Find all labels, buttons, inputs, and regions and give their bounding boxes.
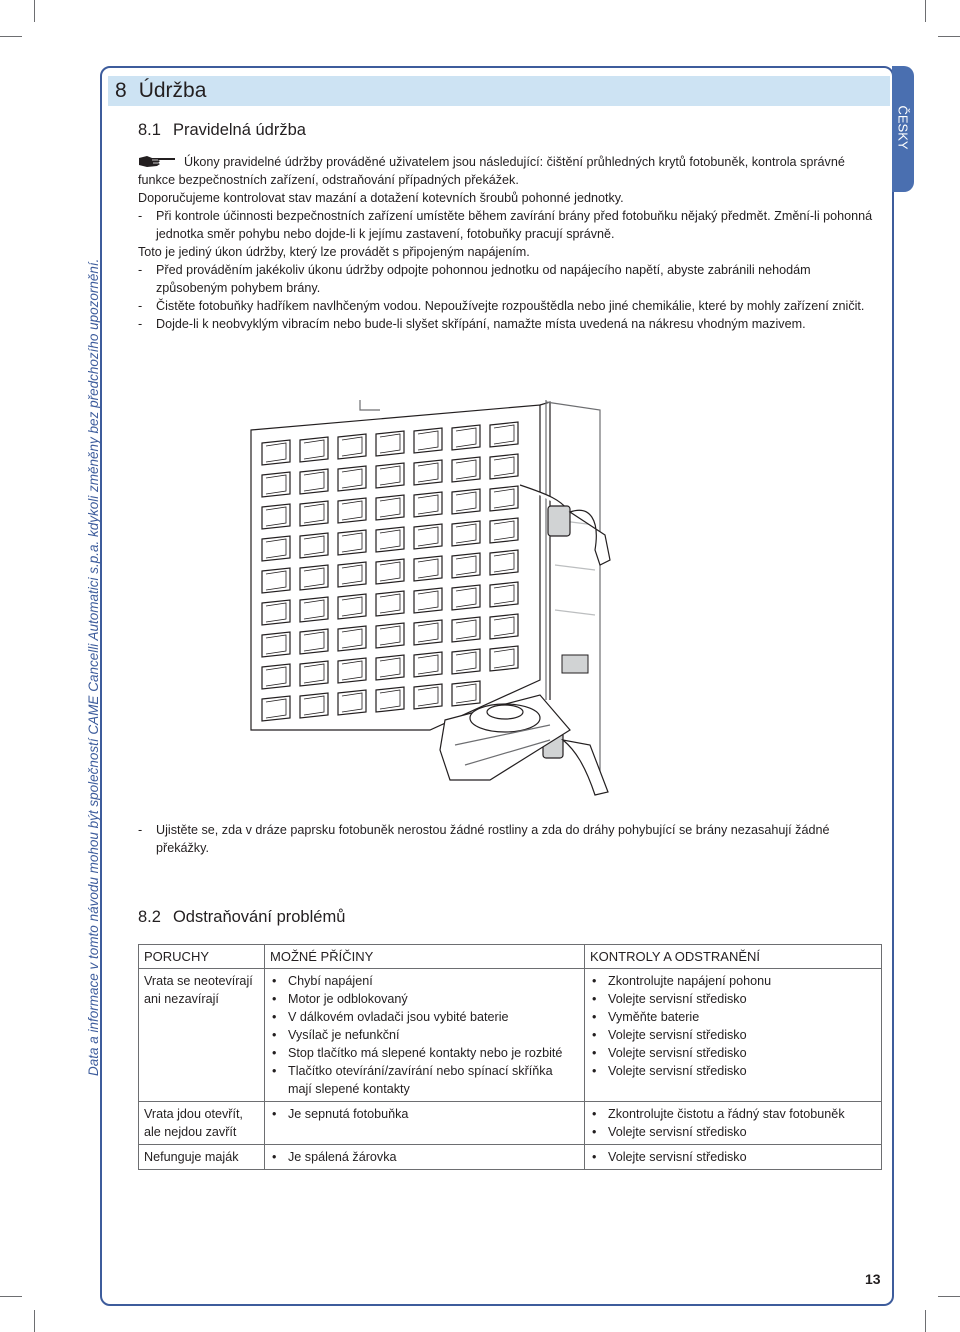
side-disclaimer: Data a informace v tomto návodu mohou být společností CAME Cancelli Automatici s.p.a. kdykoli změněny bez předchozího upozornění. <box>86 258 101 1076</box>
subsection-title-text: Pravidelná údržba <box>172 121 306 139</box>
section-title-text: Údržba <box>138 79 207 102</box>
bullet-list <box>270 1148 579 1166</box>
crop-mark <box>34 1310 35 1332</box>
list-item: • Volejte servisní středisko <box>590 1026 876 1044</box>
dash-bullet: - <box>138 823 143 837</box>
list-item: • Volejte servisní středisko <box>590 1044 876 1062</box>
causes-cell <box>265 1102 585 1145</box>
crop-mark <box>925 1310 926 1332</box>
page-number: 13 <box>865 1271 881 1287</box>
causes-cell <box>265 1145 585 1170</box>
pointing-hand-icon <box>138 155 176 168</box>
section-number: 8 <box>115 79 127 102</box>
troubleshooting-table <box>138 944 882 1170</box>
dash-item-text: Čistěte fotobuňky hadříkem navlhčeným vodou. Nepoužívejte rozpouštědla nebo jiné chemikálie, které by mohly zařízení zničit. <box>156 299 865 313</box>
list-item: • Tlačítko otevírání/zavírání nebo spínací skříňka mají slepené kontakty <box>270 1062 579 1098</box>
table-row <box>139 1145 882 1170</box>
list-item: • Volejte servisní středisko <box>590 1148 876 1166</box>
list-item: • Je spálená žárovka <box>270 1148 579 1166</box>
bullet-list <box>590 972 876 1080</box>
dash-item-text: Při kontrole účinnosti bezpečnostních zařízení umístěte během zavírání brány před fotobuňku nějaký předmět. Změní-li pohonná jednotka směr pohybu nebo dojde-li k jejímu zastavení, fotobuňky pracují správně. <box>156 209 873 241</box>
bullet-list <box>590 1148 876 1166</box>
bullet-list <box>270 1105 579 1123</box>
bullet-list <box>590 1105 876 1141</box>
list-item: • Stop tlačítko má slepené kontakty nebo je rozbité <box>270 1044 579 1062</box>
dash-item <box>138 822 883 857</box>
dash-bullet: - <box>138 299 143 313</box>
table-header-row <box>139 945 882 969</box>
fault-cell: Nefunguje maják <box>139 1145 265 1170</box>
list-item: • Zkontrolujte čistotu a řádný stav fotobuněk <box>590 1105 876 1123</box>
fixes-cell <box>585 969 882 1102</box>
list-item: • Vyměňte baterie <box>590 1008 876 1026</box>
list-item: • Volejte servisní středisko <box>590 1062 876 1080</box>
column-header: PORUCHY <box>139 945 265 969</box>
list-item: • Chybí napájení <box>270 972 579 990</box>
column-header: KONTROLY A ODSTRANĚNÍ <box>585 945 882 969</box>
crop-mark <box>34 0 35 22</box>
table-body <box>139 969 882 1170</box>
table-row <box>139 1102 882 1145</box>
list-item: • Motor je odblokovaný <box>270 990 579 1008</box>
list-item: • Volejte servisní středisko <box>590 1123 876 1141</box>
causes-cell <box>265 969 585 1102</box>
dash-item <box>138 262 883 297</box>
photocell-device <box>562 655 588 673</box>
dash-item <box>138 298 883 316</box>
subsection-number: 8.1 <box>138 121 161 139</box>
bullet-list <box>270 972 579 1098</box>
gate-lubrication-illustration <box>250 400 670 800</box>
subsection-title-8-2 <box>138 908 345 927</box>
list-item: • V dálkovém ovladači jsou vybité baterie <box>270 1008 579 1026</box>
crop-mark <box>938 1296 960 1297</box>
list-item: • Zkontrolujte napájení pohonu <box>590 972 876 990</box>
subsection-title-text: Odstraňování problémů <box>172 908 346 926</box>
fault-cell: Vrata jdou otevřít, ale nejdou zavřít <box>139 1102 265 1145</box>
dash-item <box>138 208 883 243</box>
fixes-cell <box>585 1102 882 1145</box>
dash-bullet: - <box>138 317 143 331</box>
list-item: • Je sepnutá fotobuňka <box>270 1105 579 1123</box>
dash-item-text: Ujistěte se, zda v dráze paprsku fotobuněk nerostou žádné rostliny a zda do dráhy pohybující se brány nezasahují žádné překážky. <box>156 823 830 855</box>
table-row <box>139 969 882 1102</box>
fixes-cell <box>585 1145 882 1170</box>
paragraph: Toto je jediný úkon údržby, který lze provádět s připojeným napájením. <box>138 245 530 259</box>
crop-mark <box>0 36 22 37</box>
list-item: • Vysílač je nefunkční <box>270 1026 579 1044</box>
dash-item-text: Před prováděním jakékoliv úkonu údržby odpojte pohonnou jednotku od napájecího napětí, abyste zabránili nehodám způsobeným pohybem brány. <box>156 263 811 295</box>
paragraph: Doporučujeme kontrolovat stav mazání a dotažení kotevních šroubů pohonné jednotky. <box>138 191 624 205</box>
subsection-title-8-1 <box>138 121 306 140</box>
warning-text: Úkony pravidelné údržby prováděné uživatelem jsou následující: čištění průhledných krytů fotobuněk, kontrola správné funkce bezpečnostních zařízení, odstraňování případných překážek. <box>138 155 845 187</box>
column-header: MOŽNÉ PŘÍČINY <box>265 945 585 969</box>
fault-cell: Vrata se neotevírají ani nezavírají <box>139 969 265 1102</box>
crop-mark <box>938 36 960 37</box>
subsection-number: 8.2 <box>138 908 161 926</box>
list-item: • Volejte servisní středisko <box>590 990 876 1008</box>
dash-item-text: Dojde-li k neobvyklým vibracím nebo bude-li slyšet skřípání, namažte místa uvedená na nákresu vhodným mazivem. <box>156 317 806 331</box>
crop-mark <box>0 1296 22 1297</box>
warning-paragraph <box>138 154 883 189</box>
dash-bullet: - <box>138 263 143 277</box>
dash-bullet: - <box>138 209 143 223</box>
language-label: ČESKY <box>895 105 911 150</box>
dash-item <box>138 316 883 334</box>
crop-mark <box>925 0 926 22</box>
section-header-bar <box>108 76 890 106</box>
section-title <box>115 79 206 103</box>
